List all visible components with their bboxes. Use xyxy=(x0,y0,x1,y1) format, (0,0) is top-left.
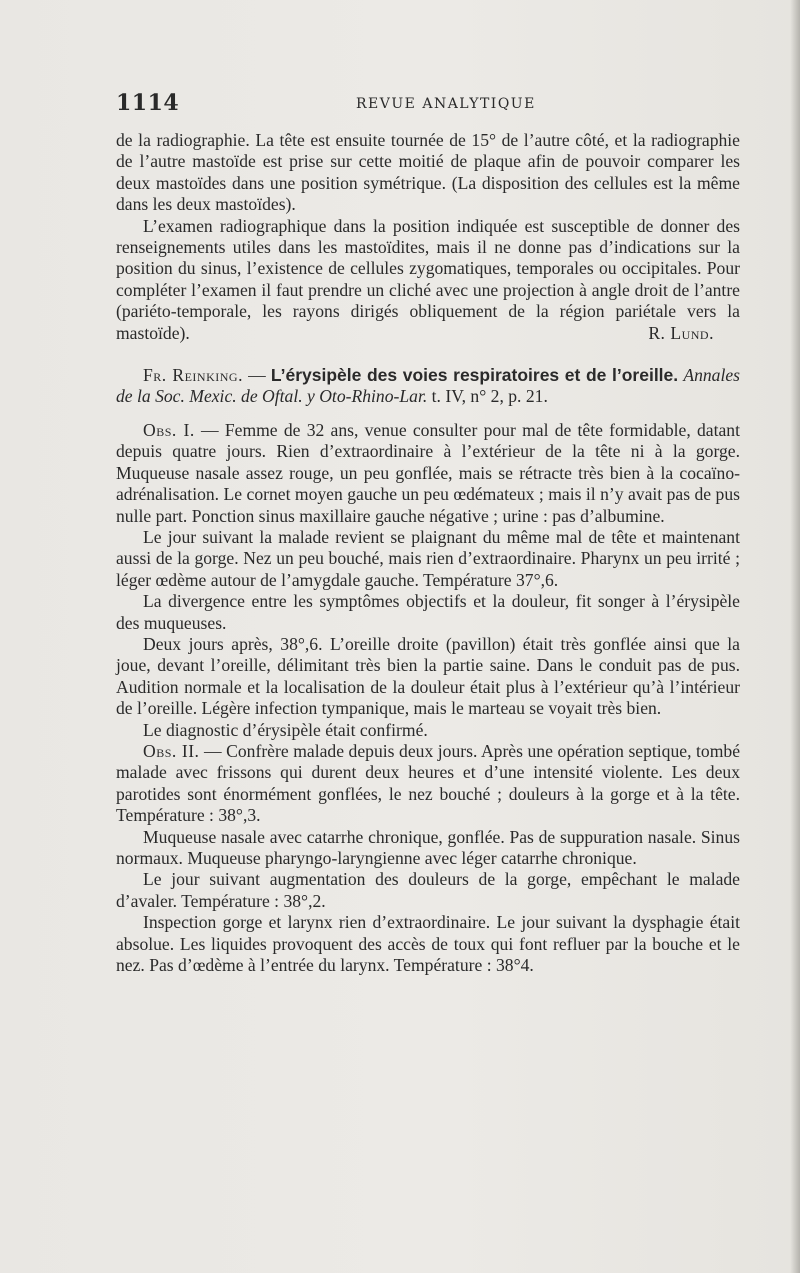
paragraph: Inspection gorge et larynx rien d’extraordinaire. Le jour suivant la dysphagie était absolue. Les liquides provoquent des accès de toux qui font refluer par la bouche et le nez. Pas d’œdème à l’entrée du larynx. Température : 38°4. xyxy=(116,912,740,976)
paragraph: de la radiographie. La tête est ensuite tournée de 15° de l’autre côté, et la radiographie de l’autre mastoïde est prise sur cette moitié de plaque afin de pouvoir comparer les deux mastoïdes dans une position symétrique. (La disposition des cellules est la même dans les deux mastoïdes). xyxy=(116,130,740,215)
section-gap xyxy=(116,344,740,365)
reference-entry xyxy=(116,365,740,408)
paragraph xyxy=(116,216,740,344)
observation-paragraph xyxy=(116,420,740,527)
observation-text: — Confrère malade depuis deux jours. Après une opération septique, tombé malade avec frissons qui durent deux heures et d’une intensité violente. Les deux parotides sont énormément gonflées, le nez bouché ; douleurs à la gorge et à la tête. Température : 38°,3. xyxy=(116,740,740,826)
observation-text: — Femme de 32 ans, venue consulter pour mal de tête formidable, datant depuis quatre jours. Rien d’extraordinaire à l’extérieur de la tête ni à la gorge. Muqueuse nasale assez rouge, un peu gonflée, mais se rétracte très bien à la cocaïno-adrénalisation. Le cornet moyen gauche un peu œdémateux ; mais il n’y avait pas de pus nulle part. Ponction sinus maxillaire gauche négative ; urine : pas d’albumine. xyxy=(116,419,740,526)
paragraph: Muqueuse nasale avec catarrhe chronique, gonflée. Pas de suppuration nasale. Sinus normaux. Muqueuse pharyngo-laryngienne avec léger catarrhe chronique. xyxy=(116,826,740,868)
running-title: REVUE ANALYTIQUE xyxy=(356,96,536,112)
paragraph: Le diagnostic d’érysipèle était confirmé. xyxy=(143,719,428,740)
journal-volume: t. IV, n° 2, p. 21. xyxy=(427,386,548,407)
section-gap xyxy=(116,408,740,420)
reference-author: Fr. Reinking. xyxy=(143,365,243,386)
page-header xyxy=(116,90,740,118)
page-body xyxy=(116,130,740,976)
paragraph-text: L’examen radiographique dans la position indiquée est susceptible de donner des renseignements utiles dans les mastoïdites, mais il ne donne pas d’indications sur la position du sinus, l’existence de cellules zygomatiques, temporales ou occipitales. Pour compléter l’examen il faut prendre un cliché avec une projection à angle droit de l’antre (pariéto-temporale, les rayons dirigés obliquement de la région pariétale vers la mastoïde). xyxy=(116,215,740,343)
page-number: 1114 xyxy=(116,90,180,116)
paragraph: Le jour suivant la malade revient se plaignant du même mal de tête et maintenant aussi de la gorge. Nez un peu bouché, mais rien d’extraordinaire. Pharynx un peu irrité ; léger œdème autour de l’amygdale gauche. Température 37°,6. xyxy=(116,526,740,590)
paragraph: Le jour suivant augmentation des douleurs de la gorge, empêchant le malade d’avaler. Température : 38°,2. xyxy=(116,869,740,911)
paragraph: La divergence entre les symptômes objectifs et la douleur, fit songer à l’érysipèle des muqueuses. xyxy=(116,591,740,633)
observation-paragraph xyxy=(116,741,740,827)
article-title: L’érysipèle des voies respiratoires et de l’oreille. xyxy=(270,365,679,386)
reference-dash: — xyxy=(242,365,271,386)
journal-name: Annales de la Soc. Mexic. de Oftal. y Oto-Rhino-Lar. xyxy=(116,365,741,407)
observation-label: Obs. II. xyxy=(143,740,200,761)
paragraph: Deux jours après, 38°,6. L’oreille droite (pavillon) était très gonflée ainsi que la joue, devant l’oreille, délimitant très bien la partie saine. Dans le conduit pas de pus. Audition normale et la localisation de la douleur était plus à l’extérieur qu’à l’intérieur de l’oreille. Légère infection tympanique, mais le marteau se voyait très bien. xyxy=(116,633,740,719)
observation-label: Obs. I. xyxy=(143,419,195,440)
page-edge-shadow xyxy=(790,0,800,1273)
signature: R. Lund. xyxy=(648,322,714,343)
